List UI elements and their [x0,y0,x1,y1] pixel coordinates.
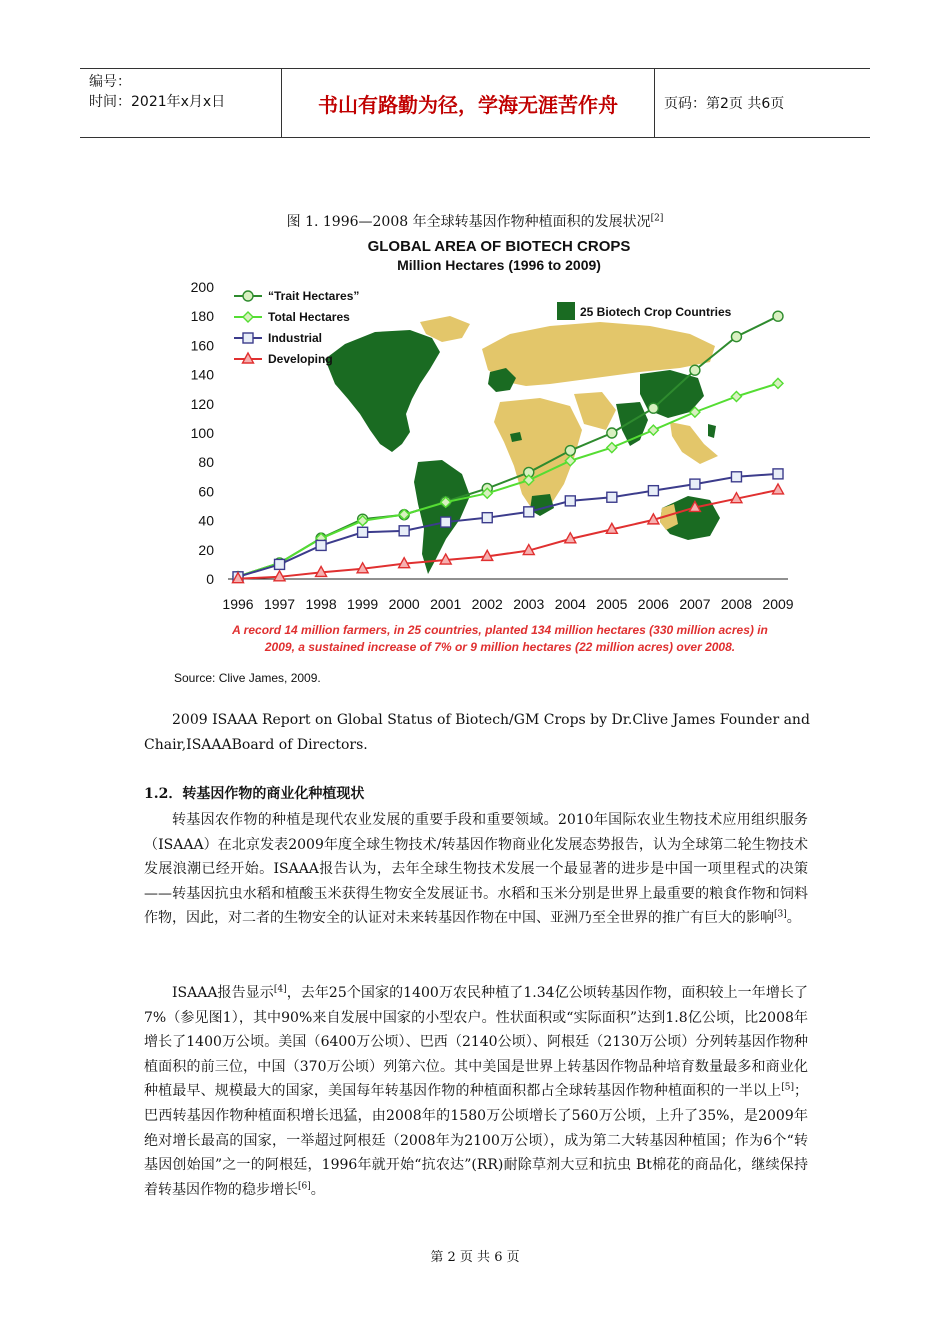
chart-source: Source: Clive James, 2009. [174,671,321,685]
y-tick-label: 60 [198,483,214,500]
series-point [607,443,617,453]
legend-swatch-marker [243,312,253,322]
x-tick-label: 2000 [388,596,420,612]
legend-label: Industrial [268,331,323,345]
series-point [773,484,784,494]
paragraph-2 [144,981,808,1202]
legend-label: “Trait Hectares” [268,289,360,303]
y-tick-label: 200 [190,279,214,295]
y-tick-label: 40 [198,512,214,529]
x-tick-label: 2005 [596,596,628,612]
x-tick-label: 2007 [679,596,711,612]
header-number: 编号： [89,74,131,90]
series-point [565,496,575,506]
series-point [773,469,783,479]
y-tick-label: 0 [206,571,214,587]
paragraph-2-ref-2: [5] [781,1082,794,1093]
x-tick-label: 2002 [471,596,503,612]
x-tick-label: 2004 [554,596,586,612]
y-tick-label: 100 [190,425,214,441]
paragraph-2-ref-1: [4] [273,984,287,995]
series-point [773,378,783,388]
series-point [648,425,658,435]
y-tick-label: 20 [198,541,214,558]
map-north-america [325,330,440,452]
y-tick-label: 140 [190,366,214,383]
paragraph-2-text-a: ISAAA报告显示 [172,985,274,1001]
paragraph-1-ref: [3] [774,909,787,920]
page-footer: 第 2 页 共 6 页 [430,1250,520,1265]
x-tick-label: 1997 [263,596,296,612]
chart-title: GLOBAL AREA OF BIOTECH CROPS [367,238,631,255]
map-legend-swatch [557,302,575,320]
paragraph-1-text: 转基因农作物的种植是现代农业发展的重要手段和重要领域。2010年国际农业生物技术应用组织服务（ISAAA）在北京发表2009年度全球生物技术/转基因作物商业化发展态势报告，认为全球第二轮生物技术发展浪潮已经开始。ISAAA报告认为，去年全球生物技术发展一个最显著的进步是中国一项里程式的决策——转基因抗虫水稻和植酸玉米获得生物安全发展证书。水稻和玉米分别是世界上最重要的粮食作物和饲料作物，因此，对二者的生物安全的认证对未来转基因作物在中国、亚洲乃至全世界的推广有巨大的影响 [144,812,808,927]
y-tick-label: 80 [198,454,214,471]
section-title: 1.2．转基因作物的商业化种植现状 [144,786,365,802]
series-point [648,403,658,413]
series-point [275,559,285,569]
x-tick-label: 1998 [305,596,337,612]
paragraph-1 [144,808,808,931]
x-tick-label: 2008 [720,596,753,612]
page-header [80,68,870,138]
x-tick-label: 1996 [222,596,254,612]
series-point [524,507,534,517]
map-legend-label: 25 Biotech Crop Countries [580,305,732,319]
figure-caption [0,211,950,231]
y-tick-label: 120 [190,395,214,412]
x-tick-label: 2009 [762,596,794,612]
paragraph-2-text-c: ；巴西转基因作物种植面积增长迅猛，由2008年的1580万公顷增长了560万公顷，上升了35%，是2009年绝对增长最高的国家，一举超过阿根廷（2008年为2100万公顷），成为第二大转基因种植国；作为6个“转基因创始国”之一的阿根廷，1996年就开始“抗农达”(RR)耐除草剂大豆和抗虫 Bt棉花的商品化，继续保持着转基因作物的稳步增长 [144,1083,808,1198]
paragraph-1-end: 。 [786,910,801,927]
series-point [690,365,700,375]
x-tick-label: 2006 [637,596,669,612]
figure-reference: 2009 ISAAA Report on Global Status of Biotech/GM Crops by Dr.Clive James Founder and Chair,ISAAABoard of Directors. [144,712,810,753]
header-date: 时间：2021年x月x日 [89,94,226,110]
figure-caption-ref: [2] [650,213,664,224]
map-middle-east [574,392,616,430]
x-tick-label: 1999 [347,596,379,612]
paragraph-2-end: 。 [310,1181,325,1198]
series-point [690,479,700,489]
legend-swatch-marker [243,291,253,301]
series-point [731,472,741,482]
x-tick-label: 2001 [430,596,462,612]
series-point [316,540,326,550]
series-point [607,492,617,502]
figure-caption-text: 图 1. 1996—2008 年全球转基因作物种植面积的发展状况 [286,214,651,230]
paragraph-2-text-b: ，去年25个国家的1400万农民种植了1.34亿公顷转基因作物，面积较上一年增长了7%（参见图1），其中90%来自发展中国家的小型农户。性状面积或“实际面积”达到1.8亿公顷，比2008年增长了1400万公顷。美国（6400万公顷）、巴西（2140公顷）、阿根廷（2130万公顷）分列转基因作物种植面积的前三位，中国（370万公顷）列第六位。其中美国是世界上转基因作物品种培育数量最多和商业化种植最早、规模最大的国家，美国每年转基因作物的种植面积都占全球转基因作物种植面积的一半以上 [144,985,808,1100]
series-point [358,527,368,537]
series-point [773,311,783,321]
legend-label: Total Hectares [268,310,350,324]
world-map [325,316,720,574]
chart-note-line-2: 2009, a sustained increase of 7% or 9 million hectares (22 million acres) over 2008. [264,640,736,654]
y-tick-label: 180 [190,308,214,325]
series-point [441,517,451,527]
header-page-info: 页码：第2页 共6页 [664,96,785,112]
series-point [607,428,617,438]
map-legend [557,302,732,320]
series-point [482,513,492,523]
chart-note-line-1: A record 14 million farmers, in 25 countries, planted 134 million hectares (330 million acres) in [232,623,768,637]
map-philippines [708,424,716,438]
legend-swatch-marker [243,333,253,343]
series-point [399,526,409,536]
chart-subtitle: Million Hectares (1996 to 2009) [397,257,601,273]
series-point [731,392,741,402]
biotech-crops-chart [170,234,830,690]
legend-label: Developing [268,352,333,366]
paragraph-2-ref-3: [6] [298,1181,311,1192]
series-point [731,332,741,342]
y-tick-label: 160 [190,337,214,354]
series-point [565,446,575,456]
header-motto: 书山有路勤为径，学海无涯苦作舟 [282,69,655,137]
x-tick-label: 2003 [513,596,545,612]
header-meta [80,69,282,137]
series-point [648,486,658,496]
